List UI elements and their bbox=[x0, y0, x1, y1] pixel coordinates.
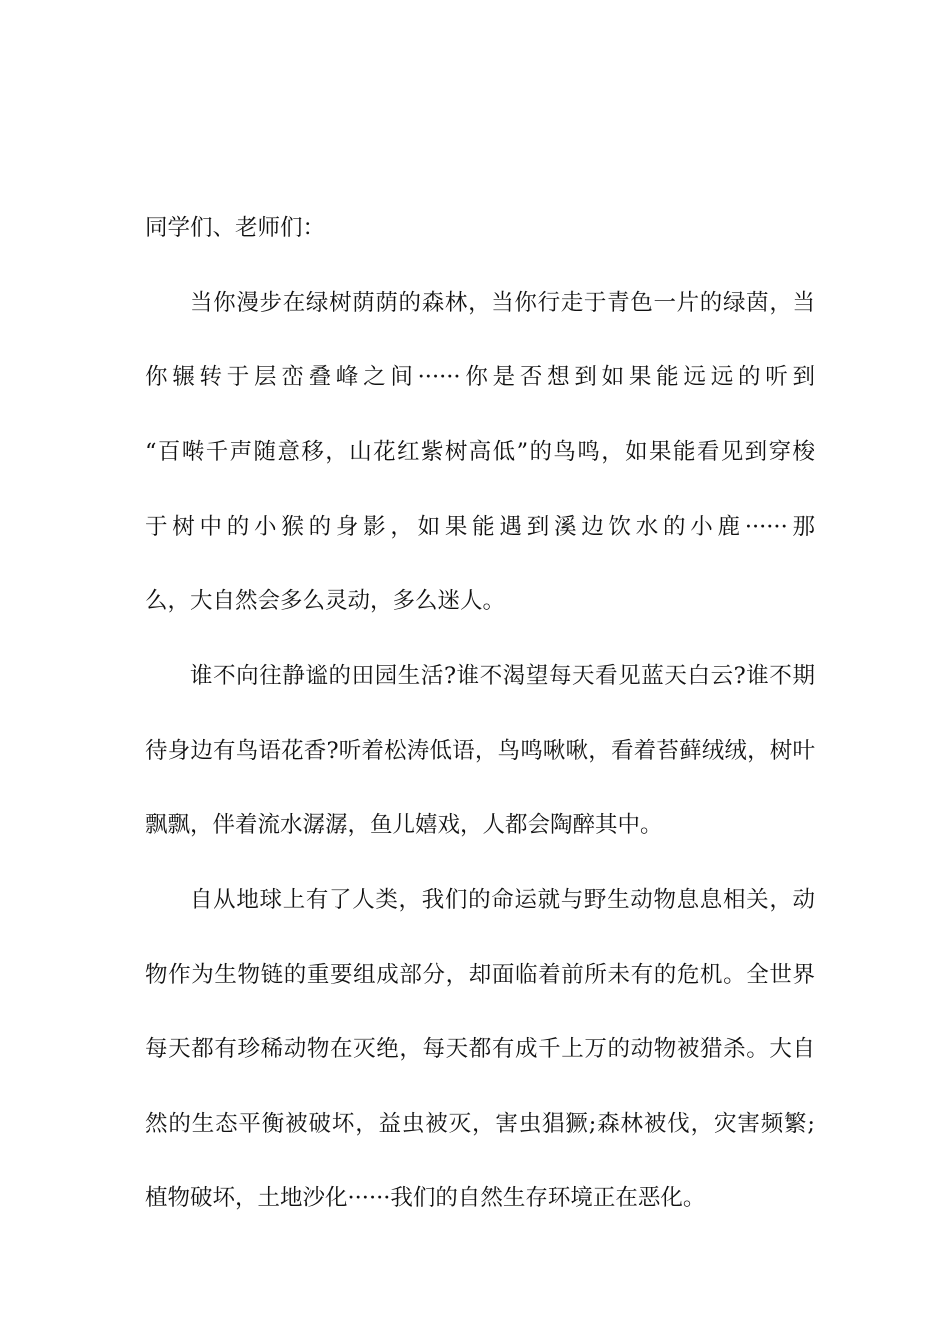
paragraph-2-line-1: 谁不向往静谧的田园生活?谁不渴望每天看见蓝天白云?谁不期 bbox=[190, 663, 815, 689]
paragraph-3-line-1: 自从地球上有了人类，我们的命运就与野生动物息息相关，动 bbox=[190, 887, 815, 913]
paragraph-1-line-4: 于树中的小猴的身影，如果能遇到溪边饮水的小鹿······那 bbox=[145, 514, 815, 540]
paragraph-1-line-5: 么，大自然会多么灵动，多么迷人。 bbox=[145, 588, 506, 614]
paragraph-3-line-3: 每天都有珍稀动物在灭绝，每天都有成千上万的动物被猎杀。大自 bbox=[145, 1036, 815, 1062]
salutation: 同学们、老师们： bbox=[145, 215, 326, 241]
paragraph-2-line-3: 飘飘，伴着流水潺潺，鱼儿嬉戏，人都会陶醉其中。 bbox=[145, 812, 663, 838]
paragraph-1-line-1: 当你漫步在绿树荫荫的森林，当你行走于青色一片的绿茵，当 bbox=[190, 290, 815, 316]
paragraph-2-line-2: 待身边有鸟语花香?听着松涛低语，鸟鸣啾啾，看着苔藓绒绒，树叶 bbox=[145, 738, 815, 764]
paragraph-1-line-2: 你辗转于层峦叠峰之间······你是否想到如果能远远的听到 bbox=[145, 364, 815, 390]
paragraph-3-line-4: 然的生态平衡被破坏，益虫被灭，害虫猖獗;森林被伐，灾害频繁; bbox=[145, 1111, 815, 1137]
paragraph-3-line-5: 植物破坏，土地沙化······我们的自然生存环境正在恶化。 bbox=[145, 1185, 706, 1211]
paragraph-1-line-3: “百啭千声随意移，山花红紫树高低”的鸟鸣，如果能看见到穿梭 bbox=[145, 439, 815, 465]
paragraph-3-line-2: 物作为生物链的重要组成部分，却面临着前所未有的危机。全世界 bbox=[145, 962, 815, 988]
